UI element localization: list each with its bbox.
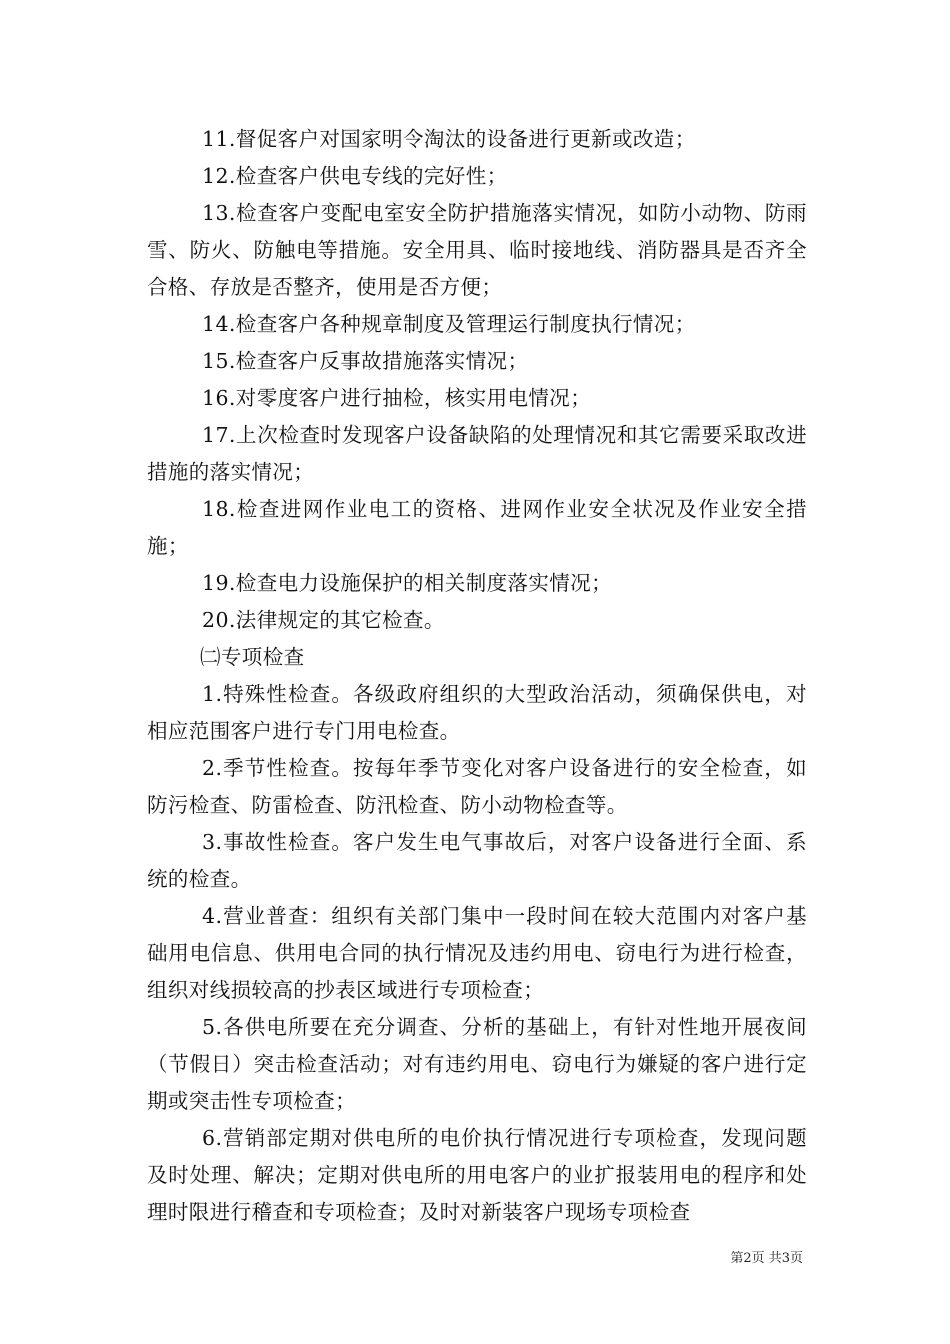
special-item-6: 6.营销部定期对供电所的电价执行情况进行专项检查，发现问题及时处理、解决；定期对供电所的用电客户的业扩报装用电的程序和处理时限进行稽查和专项检查；及时对新装客户现场专项检查 — [147, 1126, 807, 1224]
list-item-16: 16.对零度客户进行抽检，核实用电情况； — [202, 386, 592, 410]
list-item-20: 20.法律规定的其它检查。 — [202, 608, 445, 632]
section-heading-special-inspection: ㈡专项检查 — [200, 645, 305, 669]
special-item-1: 1.特殊性检查。各级政府组织的大型政治活动，须确保供电，对相应范围客户进行专门用电检查。 — [147, 682, 807, 743]
special-item-2: 2.季节性检查。按每年季节变化对客户设备进行的安全检查，如防污检查、防雷检查、防汛检查、防小动物检查等。 — [147, 756, 807, 817]
list-item-18: 18.检查进网作业电工的资格、进网作业安全状况及作业安全措施； — [147, 497, 807, 558]
special-item-4: 4.营业普查：组织有关部门集中一段时间在较大范围内对客户基础用电信息、供用电合同的执行情况及违约用电、窃电行为进行检查，组织对线损较高的抄表区域进行专项检查； — [147, 904, 807, 1002]
special-item-3: 3.事故性检查。客户发生电气事故后，对客户设备进行全面、系统的检查。 — [147, 830, 807, 891]
document-body — [147, 121, 807, 1231]
list-item-17: 17.上次检查时发现客户设备缺陷的处理情况和其它需要采取改进措施的落实情况； — [147, 423, 807, 484]
list-item-13: 13.检查客户变配电室安全防护措施落实情况，如防小动物、防雨雪、防火、防触电等措施。安全用具、临时接地线、消防器具是否齐全合格、存放是否整齐，使用是否方便； — [147, 201, 807, 299]
list-item-15: 15.检查客户反事故措施落实情况； — [202, 349, 529, 373]
list-item-19: 19.检查电力设施保护的相关制度落实情况； — [202, 571, 613, 595]
list-item-11: 11.督促客户对国家明令淘汰的设备进行更新或改造； — [202, 127, 696, 151]
list-item-12: 12.检查客户供电专线的完好性； — [202, 164, 508, 188]
page-footer: 第2页 共3页 — [730, 1251, 803, 1266]
special-item-5: 5.各供电所要在充分调查、分析的基础上，有针对性地开展夜间（节假日）突击检查活动；对有违约用电、窃电行为嫌疑的客户进行定期或突击性专项检查； — [147, 1015, 807, 1113]
list-item-14: 14.检查客户各种规章制度及管理运行制度执行情况； — [202, 312, 696, 336]
